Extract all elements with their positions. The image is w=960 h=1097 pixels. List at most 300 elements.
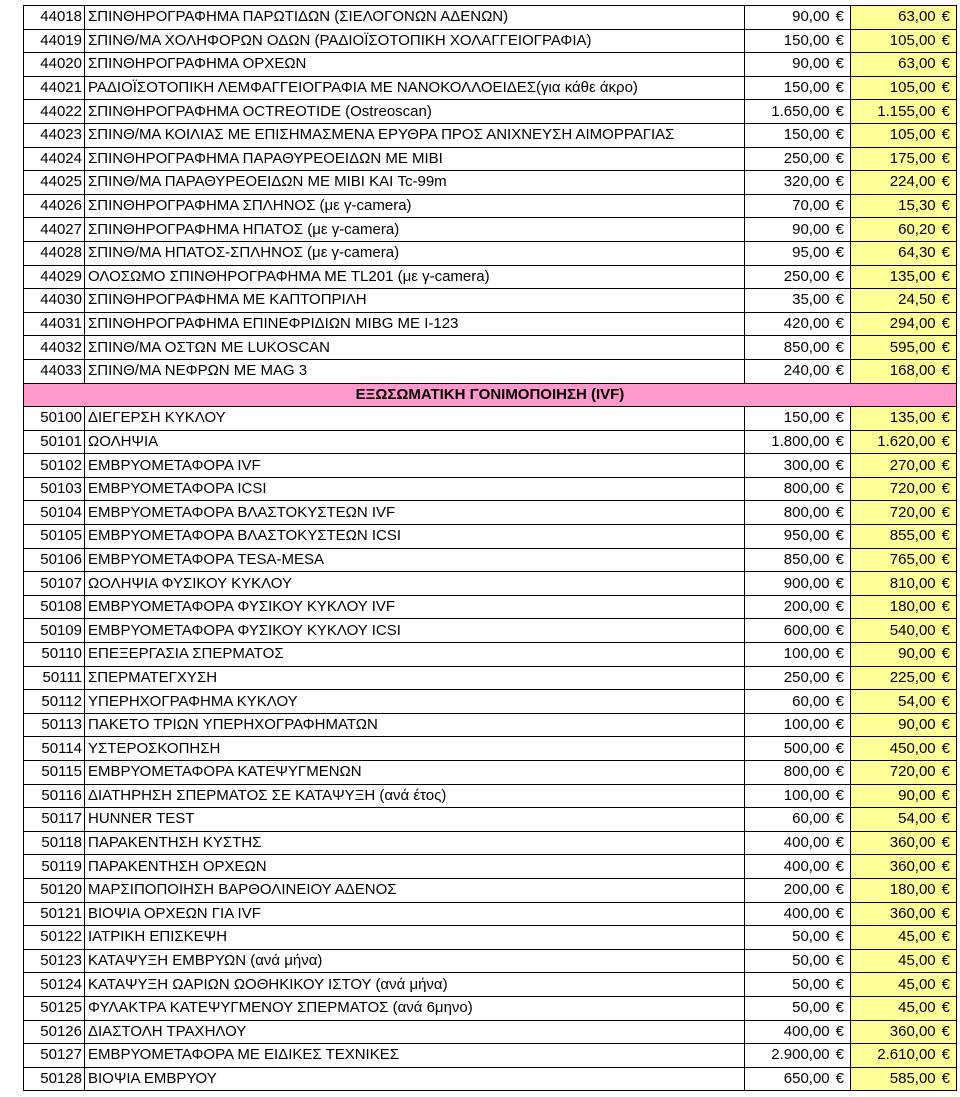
- euro-symbol: €: [835, 126, 844, 144]
- price-cell: [745, 973, 851, 997]
- reduced-price-cell: [851, 241, 957, 265]
- price-cell: [745, 690, 851, 714]
- euro-symbol: €: [941, 881, 950, 899]
- reduced-price-value: 360,00: [889, 857, 936, 875]
- euro-symbol: €: [941, 197, 950, 215]
- table-row: [24, 808, 957, 832]
- reduced-price-cell: [851, 265, 957, 289]
- price-value: 900,00: [783, 574, 830, 592]
- reduced-price-value: 1.620,00: [877, 432, 936, 450]
- euro-symbol: €: [941, 8, 950, 26]
- procedure-description-cell: ΕΜΒΡΥΟΜΕΤΑΦΟΡΑ ΚΑΤΕΨΥΓΜΕΝΩΝ: [85, 761, 745, 785]
- euro-symbol: €: [835, 362, 844, 380]
- price-cell: [745, 336, 851, 360]
- reduced-price-cell: [851, 572, 957, 596]
- table-row: [24, 902, 957, 926]
- reduced-price-value: 450,00: [889, 739, 936, 757]
- table-row: [24, 194, 957, 218]
- procedure-code-cell: 50112: [24, 690, 85, 714]
- table-row: [24, 996, 957, 1020]
- reduced-price-value: 360,00: [889, 834, 936, 852]
- procedure-code-cell: 44031: [24, 312, 85, 336]
- reduced-price-value: 720,00: [889, 763, 936, 781]
- procedure-code-cell: 50104: [24, 501, 85, 525]
- table-row: [24, 336, 957, 360]
- table-row: [24, 784, 957, 808]
- reduced-price-value: 45,00: [898, 975, 936, 993]
- table-row: [24, 359, 957, 383]
- reduced-price-cell: [851, 643, 957, 667]
- reduced-price-value: 810,00: [889, 574, 936, 592]
- procedure-code-cell: 50103: [24, 477, 85, 501]
- reduced-price-cell: [851, 194, 957, 218]
- price-cell: [745, 76, 851, 100]
- euro-symbol: €: [835, 857, 844, 875]
- table-row: [24, 501, 957, 525]
- euro-symbol: €: [835, 79, 844, 97]
- procedure-description-cell: ΣΠΙΝΘ/ΜΑ ΧΟΛΗΦΟΡΩΝ ΟΔΩΝ (ΡΑΔΙΟΪΣΟΤΟΠΙΚΗ ΧΟΛΑΓΓΕΙΟΓΡΑΦΙΑ): [85, 29, 745, 53]
- table-row: [24, 619, 957, 643]
- price-value: 200,00: [783, 598, 830, 616]
- reduced-price-value: 585,00: [889, 1070, 936, 1088]
- reduced-price-cell: [851, 1044, 957, 1068]
- price-cell: [745, 218, 851, 242]
- price-value: 1.800,00: [771, 432, 830, 450]
- price-cell: [745, 265, 851, 289]
- price-value: 100,00: [783, 645, 830, 663]
- price-list-rows: [24, 6, 957, 1091]
- euro-symbol: €: [941, 102, 950, 120]
- price-value: 150,00: [783, 409, 830, 427]
- price-value: 320,00: [783, 173, 830, 191]
- reduced-price-cell: [851, 737, 957, 761]
- euro-symbol: €: [941, 456, 950, 474]
- table-row: [24, 171, 957, 195]
- table-row: [24, 29, 957, 53]
- reduced-price-cell: [851, 1067, 957, 1091]
- price-value: 300,00: [783, 456, 830, 474]
- price-cell: [745, 619, 851, 643]
- reduced-price-value: 540,00: [889, 621, 936, 639]
- euro-symbol: €: [941, 503, 950, 521]
- reduced-price-value: 180,00: [889, 598, 936, 616]
- euro-symbol: €: [835, 881, 844, 899]
- procedure-code-cell: 44032: [24, 336, 85, 360]
- procedure-code-cell: 50119: [24, 855, 85, 879]
- procedure-code-cell: 50114: [24, 737, 85, 761]
- price-cell: [745, 713, 851, 737]
- table-row: [24, 1044, 957, 1068]
- reduced-price-cell: [851, 100, 957, 124]
- price-cell: [745, 194, 851, 218]
- table-row: [24, 265, 957, 289]
- euro-symbol: €: [941, 763, 950, 781]
- reduced-price-cell: [851, 878, 957, 902]
- procedure-description-cell: ΣΠΙΝΘ/ΜΑ ΗΠΑΤΟΣ-ΣΠΛΗΝΟΣ (με γ-camera): [85, 241, 745, 265]
- euro-symbol: €: [835, 668, 844, 686]
- euro-symbol: €: [835, 244, 844, 262]
- procedure-code-cell: 50109: [24, 619, 85, 643]
- procedure-description-cell: ΚΑΤΑΨΥΞΗ ΩΑΡΙΩΝ ΩΟΘΗΚΙΚΟΥ ΙΣΤΟΥ (ανά μήνα): [85, 973, 745, 997]
- procedure-description-cell: ΠΑΡΑΚΕΝΤΗΣΗ ΟΡΧΕΩΝ: [85, 855, 745, 879]
- procedure-code-cell: 50105: [24, 525, 85, 549]
- table-row: [24, 973, 957, 997]
- price-value: 90,00: [792, 55, 830, 73]
- reduced-price-cell: [851, 336, 957, 360]
- euro-symbol: €: [835, 220, 844, 238]
- table-row: [24, 6, 957, 30]
- euro-symbol: €: [835, 149, 844, 167]
- euro-symbol: €: [941, 857, 950, 875]
- table-row: [24, 53, 957, 77]
- euro-symbol: €: [941, 409, 950, 427]
- reduced-price-value: 15,30: [898, 197, 936, 215]
- price-cell: [745, 784, 851, 808]
- reduced-price-value: 2.610,00: [877, 1046, 936, 1064]
- price-value: 1.650,00: [771, 102, 830, 120]
- price-cell: [745, 595, 851, 619]
- procedure-description-cell: ΜΑΡΣΙΠΟΠΟΙΗΣΗ ΒΑΡΘΟΛΙΝΕΙΟΥ ΑΔΕΝΟΣ: [85, 878, 745, 902]
- price-value: 150,00: [783, 79, 830, 97]
- reduced-price-cell: [851, 973, 957, 997]
- reduced-price-cell: [851, 595, 957, 619]
- procedure-description-cell: ΙΑΤΡΙΚΗ ΕΠΙΣΚΕΨΗ: [85, 926, 745, 950]
- procedure-code-cell: 44019: [24, 29, 85, 53]
- price-cell: [745, 878, 851, 902]
- price-value: 500,00: [783, 739, 830, 757]
- table-row: [24, 76, 957, 100]
- procedure-description-cell: ΒΙΟΨΙΑ ΕΜΒΡΥΟΥ: [85, 1067, 745, 1091]
- reduced-price-value: 360,00: [889, 1022, 936, 1040]
- procedure-description-cell: ΕΠΕΞΕΡΓΑΣΙΑ ΣΠΕΡΜΑΤΟΣ: [85, 643, 745, 667]
- price-value: 240,00: [783, 362, 830, 380]
- reduced-price-value: 360,00: [889, 904, 936, 922]
- price-value: 95,00: [792, 244, 830, 262]
- reduced-price-cell: [851, 123, 957, 147]
- procedure-description-cell: ΠΑΚΕΤΟ ΤΡΙΩΝ ΥΠΕΡΗΧΟΓΡΑΦΗΜΑΤΩΝ: [85, 713, 745, 737]
- reduced-price-value: 105,00: [889, 31, 936, 49]
- euro-symbol: €: [835, 904, 844, 922]
- procedure-code-cell: 44020: [24, 53, 85, 77]
- price-cell: [745, 501, 851, 525]
- procedure-code-cell: 44027: [24, 218, 85, 242]
- reduced-price-cell: [851, 312, 957, 336]
- euro-symbol: €: [941, 244, 950, 262]
- euro-symbol: €: [941, 55, 950, 73]
- euro-symbol: €: [835, 527, 844, 545]
- procedure-code-cell: 44023: [24, 123, 85, 147]
- procedure-description-cell: ΒΙΟΨΙΑ ΟΡΧΕΩΝ ΓΙΑ IVF: [85, 902, 745, 926]
- table-row: [24, 572, 957, 596]
- reduced-price-value: 60,20: [898, 220, 936, 238]
- reduced-price-cell: [851, 454, 957, 478]
- procedure-description-cell: HUNNER TEST: [85, 808, 745, 832]
- euro-symbol: €: [835, 8, 844, 26]
- price-value: 250,00: [783, 668, 830, 686]
- price-cell: [745, 100, 851, 124]
- reduced-price-cell: [851, 359, 957, 383]
- euro-symbol: €: [835, 315, 844, 333]
- euro-symbol: €: [941, 598, 950, 616]
- procedure-code-cell: 50107: [24, 572, 85, 596]
- procedure-code-cell: 50116: [24, 784, 85, 808]
- procedure-description-cell: ΚΑΤΑΨΥΞΗ ΕΜΒΡΥΩΝ (ανά μήνα): [85, 949, 745, 973]
- procedure-code-cell: 50101: [24, 430, 85, 454]
- reduced-price-value: 168,00: [889, 362, 936, 380]
- price-value: 950,00: [783, 527, 830, 545]
- procedure-code-cell: 50123: [24, 949, 85, 973]
- procedure-description-cell: ΔΙΑΣΤΟΛΗ ΤΡΑΧΗΛΟΥ: [85, 1020, 745, 1044]
- reduced-price-cell: [851, 218, 957, 242]
- price-value: 70,00: [792, 197, 830, 215]
- euro-symbol: €: [835, 291, 844, 309]
- reduced-price-value: 175,00: [889, 149, 936, 167]
- table-row: [24, 761, 957, 785]
- table-row: [24, 123, 957, 147]
- euro-symbol: €: [941, 480, 950, 498]
- procedure-code-cell: 50118: [24, 831, 85, 855]
- reduced-price-value: 1.155,00: [877, 102, 936, 120]
- table-row: [24, 855, 957, 879]
- procedure-description-cell: ΣΠΙΝΘ/ΜΑ ΚΟΙΛΙΑΣ ΜΕ ΕΠΙΣΗΜΑΣΜΕΝΑ ΕΡΥΘΡΑ ΠΡΟΣ ΑΝΙΧΝΕΥΣΗ ΑΙΜΟΡΡΑΓΙΑΣ: [85, 123, 745, 147]
- reduced-price-value: 224,00: [889, 173, 936, 191]
- reduced-price-value: 24,50: [898, 291, 936, 309]
- procedure-code-cell: 50102: [24, 454, 85, 478]
- reduced-price-value: 720,00: [889, 503, 936, 521]
- table-row: [24, 454, 957, 478]
- price-cell: [745, 359, 851, 383]
- procedure-code-cell: 50111: [24, 666, 85, 690]
- procedure-description-cell: ΣΠΙΝΘΗΡΟΓΡΑΦΗΜΑ ΟΡΧΕΩΝ: [85, 53, 745, 77]
- reduced-price-value: 63,00: [898, 55, 936, 73]
- table-row: [24, 312, 957, 336]
- euro-symbol: €: [941, 31, 950, 49]
- reduced-price-cell: [851, 808, 957, 832]
- reduced-price-value: 595,00: [889, 338, 936, 356]
- procedure-description-cell: ΩΟΛΗΨΙΑ ΦΥΣΙΚΟΥ ΚΥΚΛΟΥ: [85, 572, 745, 596]
- table-row: [24, 737, 957, 761]
- reduced-price-cell: [851, 29, 957, 53]
- price-value: 420,00: [783, 315, 830, 333]
- euro-symbol: €: [835, 834, 844, 852]
- reduced-price-cell: [851, 6, 957, 30]
- procedure-code-cell: 44028: [24, 241, 85, 265]
- euro-symbol: €: [835, 432, 844, 450]
- euro-symbol: €: [941, 291, 950, 309]
- price-cell: [745, 926, 851, 950]
- price-cell: [745, 1067, 851, 1091]
- reduced-price-cell: [851, 1020, 957, 1044]
- price-cell: [745, 643, 851, 667]
- table-row: [24, 713, 957, 737]
- price-value: 650,00: [783, 1070, 830, 1088]
- euro-symbol: €: [835, 621, 844, 639]
- price-cell: [745, 831, 851, 855]
- euro-symbol: €: [941, 315, 950, 333]
- price-value: 50,00: [792, 952, 830, 970]
- table-row: [24, 878, 957, 902]
- procedure-description-cell: ΦΥΛΑΚΤΡΑ ΚΑΤΕΨΥΓΜΕΝΟΥ ΣΠΕΡΜΑΤΟΣ (ανά 6μηνο): [85, 996, 745, 1020]
- price-value: 150,00: [783, 126, 830, 144]
- reduced-price-value: 64,30: [898, 244, 936, 262]
- procedure-description-cell: ΣΠΙΝΘ/ΜΑ ΟΣΤΩΝ ΜΕ LUKOSCAN: [85, 336, 745, 360]
- procedure-description-cell: ΕΜΒΡΥΟΜΕΤΑΦΟΡΑ TESA-MESA: [85, 548, 745, 572]
- table-row: [24, 1067, 957, 1091]
- price-value: 400,00: [783, 834, 830, 852]
- procedure-code-cell: 44029: [24, 265, 85, 289]
- procedure-description-cell: ΔΙΕΓΕΡΣΗ ΚΥΚΛΟΥ: [85, 407, 745, 431]
- table-row: [24, 949, 957, 973]
- euro-symbol: €: [941, 79, 950, 97]
- table-row: [24, 100, 957, 124]
- price-value: 600,00: [783, 621, 830, 639]
- reduced-price-cell: [851, 855, 957, 879]
- price-value: 60,00: [792, 810, 830, 828]
- euro-symbol: €: [941, 1022, 950, 1040]
- price-value: 100,00: [783, 786, 830, 804]
- reduced-price-value: 54,00: [898, 692, 936, 710]
- table-row: [24, 147, 957, 171]
- euro-symbol: €: [835, 503, 844, 521]
- price-cell: [745, 53, 851, 77]
- procedure-code-cell: 50100: [24, 407, 85, 431]
- procedure-description-cell: ΣΠΕΡΜΑΤΕΓΧΥΣΗ: [85, 666, 745, 690]
- procedure-code-cell: 50122: [24, 926, 85, 950]
- euro-symbol: €: [835, 409, 844, 427]
- table-row: [24, 831, 957, 855]
- price-value: 850,00: [783, 338, 830, 356]
- euro-symbol: €: [941, 999, 950, 1017]
- reduced-price-cell: [851, 407, 957, 431]
- price-cell: [745, 1020, 851, 1044]
- euro-symbol: €: [835, 692, 844, 710]
- price-cell: [745, 123, 851, 147]
- price-value: 50,00: [792, 999, 830, 1017]
- price-cell: [745, 761, 851, 785]
- euro-symbol: €: [835, 456, 844, 474]
- price-cell: [745, 808, 851, 832]
- euro-symbol: €: [835, 574, 844, 592]
- procedure-description-cell: ΠΑΡΑΚΕΝΤΗΣΗ ΚΥΣΤΗΣ: [85, 831, 745, 855]
- reduced-price-value: 45,00: [898, 999, 936, 1017]
- procedure-description-cell: ΣΠΙΝΘΗΡΟΓΡΑΦΗΜΑ ΜΕ ΚΑΠΤΟΠΡΙΛΗ: [85, 289, 745, 313]
- euro-symbol: €: [835, 999, 844, 1017]
- procedure-code-cell: 50106: [24, 548, 85, 572]
- reduced-price-cell: [851, 53, 957, 77]
- reduced-price-value: 90,00: [898, 786, 936, 804]
- euro-symbol: €: [835, 480, 844, 498]
- reduced-price-value: 90,00: [898, 716, 936, 734]
- euro-symbol: €: [835, 55, 844, 73]
- price-cell: [745, 454, 851, 478]
- price-cell: [745, 525, 851, 549]
- euro-symbol: €: [941, 621, 950, 639]
- euro-symbol: €: [941, 126, 950, 144]
- reduced-price-value: 135,00: [889, 409, 936, 427]
- procedure-description-cell: ΥΠΕΡΗΧΟΓΡΑΦΗΜΑ ΚΥΚΛΟΥ: [85, 690, 745, 714]
- reduced-price-value: 135,00: [889, 267, 936, 285]
- euro-symbol: €: [941, 716, 950, 734]
- euro-symbol: €: [835, 1022, 844, 1040]
- table-row: [24, 690, 957, 714]
- reduced-price-value: 720,00: [889, 480, 936, 498]
- procedure-code-cell: 50127: [24, 1044, 85, 1068]
- price-list-table: [23, 5, 957, 1091]
- reduced-price-cell: [851, 713, 957, 737]
- procedure-description-cell: ΣΠΙΝΘΗΡΟΓΡΑΦΗΜΑ ΕΠΙΝΕΦΡΙΔΙΩΝ MIBG ΜΕ I-123: [85, 312, 745, 336]
- procedure-code-cell: 50117: [24, 808, 85, 832]
- reduced-price-value: 63,00: [898, 8, 936, 26]
- procedure-description-cell: ΔΙΑΤΗΡΗΣΗ ΣΠΕΡΜΑΤΟΣ ΣΕ ΚΑΤΑΨΥΞΗ (ανά έτος): [85, 784, 745, 808]
- procedure-code-cell: 44021: [24, 76, 85, 100]
- reduced-price-value: 45,00: [898, 952, 936, 970]
- euro-symbol: €: [835, 739, 844, 757]
- euro-symbol: €: [941, 527, 950, 545]
- reduced-price-value: 855,00: [889, 527, 936, 545]
- euro-symbol: €: [941, 267, 950, 285]
- table-row: [24, 1020, 957, 1044]
- euro-symbol: €: [941, 904, 950, 922]
- price-cell: [745, 666, 851, 690]
- reduced-price-value: 225,00: [889, 668, 936, 686]
- reduced-price-value: 765,00: [889, 550, 936, 568]
- price-value: 400,00: [783, 1022, 830, 1040]
- price-value: 800,00: [783, 763, 830, 781]
- price-cell: [745, 6, 851, 30]
- reduced-price-cell: [851, 548, 957, 572]
- price-value: 50,00: [792, 928, 830, 946]
- reduced-price-cell: [851, 619, 957, 643]
- table-row: [24, 407, 957, 431]
- reduced-price-cell: [851, 76, 957, 100]
- procedure-description-cell: ΣΠΙΝΘΗΡΟΓΡΑΦΗΜΑ ΠΑΡΑΘΥΡΕΟΕΙΔΩΝ ΜΕ ΜΙΒΙ: [85, 147, 745, 171]
- reduced-price-cell: [851, 761, 957, 785]
- price-value: 250,00: [783, 267, 830, 285]
- procedure-code-cell: 44022: [24, 100, 85, 124]
- price-cell: [745, 949, 851, 973]
- procedure-description-cell: ΣΠΙΝΘΗΡΟΓΡΑΦΗΜΑ ΠΑΡΩΤΙΔΩΝ (ΣΙΕΛΟΓΟΝΩΝ ΑΔΕΝΩΝ): [85, 6, 745, 30]
- procedure-description-cell: ΣΠΙΝΘ/ΜΑ ΝΕΦΡΩΝ ΜΕ MAG 3: [85, 359, 745, 383]
- procedure-description-cell: ΩΟΛΗΨΙΑ: [85, 430, 745, 454]
- reduced-price-cell: [851, 147, 957, 171]
- procedure-description-cell: ΕΜΒΡΥΟΜΕΤΑΦΟΡΑ ΦΥΣΙΚΟΥ ΚΥΚΛΟΥ ICSI: [85, 619, 745, 643]
- price-cell: [745, 548, 851, 572]
- price-cell: [745, 289, 851, 313]
- reduced-price-cell: [851, 525, 957, 549]
- euro-symbol: €: [835, 928, 844, 946]
- table-row: [24, 241, 957, 265]
- procedure-code-cell: 50126: [24, 1020, 85, 1044]
- price-value: 90,00: [792, 220, 830, 238]
- procedure-description-cell: ΣΠΙΝΘΗΡΟΓΡΑΦΗΜΑ OCTREOTIDE (Ostreoscan): [85, 100, 745, 124]
- euro-symbol: €: [941, 739, 950, 757]
- table-row: [24, 926, 957, 950]
- section-header-row: [24, 383, 957, 407]
- procedure-code-cell: 50124: [24, 973, 85, 997]
- reduced-price-cell: [851, 926, 957, 950]
- procedure-code-cell: 44024: [24, 147, 85, 171]
- price-value: 800,00: [783, 503, 830, 521]
- reduced-price-cell: [851, 501, 957, 525]
- euro-symbol: €: [941, 574, 950, 592]
- euro-symbol: €: [835, 716, 844, 734]
- euro-symbol: €: [835, 975, 844, 993]
- price-cell: [745, 996, 851, 1020]
- price-cell: [745, 312, 851, 336]
- procedure-code-cell: 50108: [24, 595, 85, 619]
- procedure-description-cell: ΟΛΟΣΩΜΟ ΣΠΙΝΘΗΡΟΓΡΑΦΗΜΑ ΜΕ TL201 (με γ-camera): [85, 265, 745, 289]
- euro-symbol: €: [941, 645, 950, 663]
